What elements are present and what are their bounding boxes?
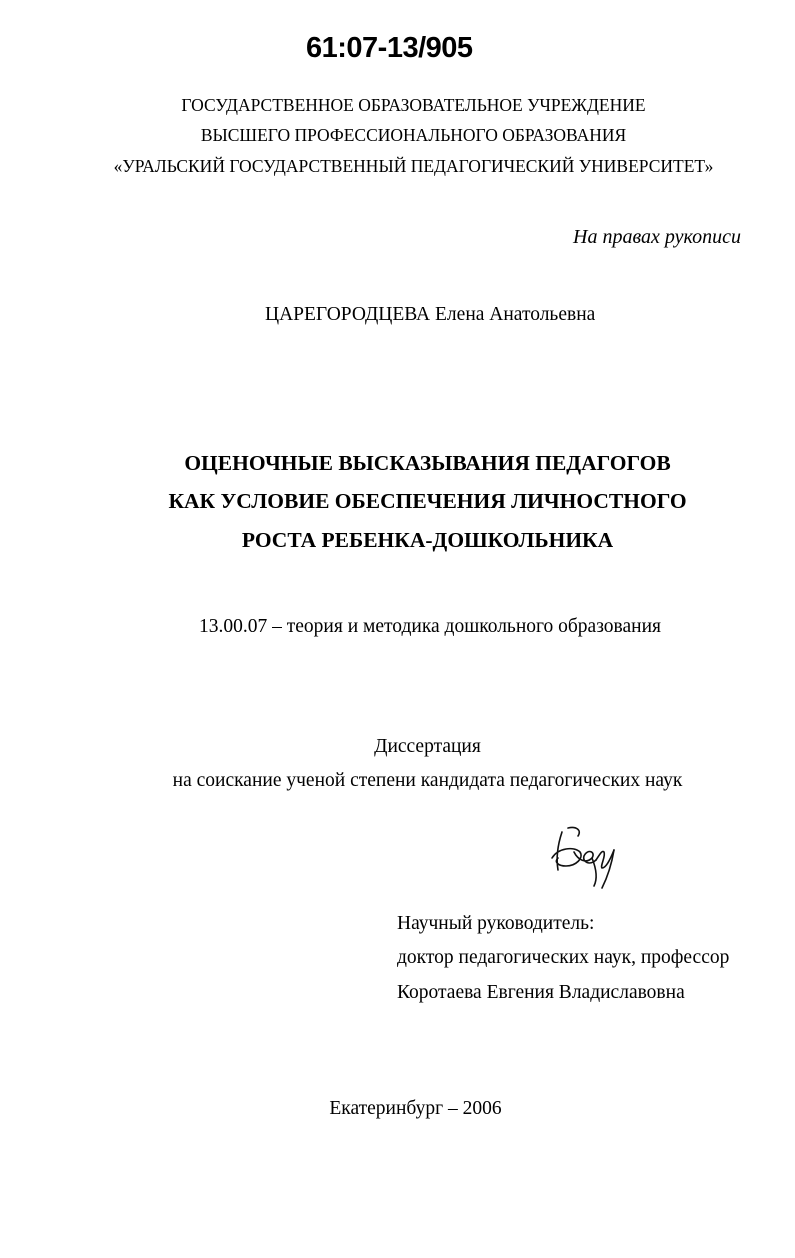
title-line-2: КАК УСЛОВИЕ ОБЕСПЕЧЕНИЯ ЛИЧНОСТНОГО <box>168 489 687 513</box>
institution-line-2: ВЫСШЕГО ПРОФЕССИОНАЛЬНОГО ОБРАЗОВАНИЯ <box>200 125 627 145</box>
title-line-3: РОСТА РЕБЕНКА-ДОШКОЛЬНИКА <box>241 528 614 552</box>
institution-line-1: ГОСУДАРСТВЕННОЕ ОБРАЗОВАТЕЛЬНОЕ УЧРЕЖДЕНИЕ <box>181 95 646 115</box>
supervisor-degree: доктор педагогических наук, профессор <box>397 947 730 968</box>
signature <box>548 822 628 894</box>
manuscript-note: На правах рукописи <box>573 226 741 248</box>
specialty-code: 13.00.07 – теория и методика дошкольного образования <box>199 616 662 637</box>
catalog-code: 61:07-13/905 <box>306 32 473 64</box>
supervisor-label: Научный руководитель: <box>397 913 595 934</box>
supervisor-name: Коротаева Евгения Владиславовна <box>397 982 685 1003</box>
dissertation-label: Диссертация <box>374 736 481 757</box>
institution-line-3: «УРАЛЬСКИЙ ГОСУДАРСТВЕННЫЙ ПЕДАГОГИЧЕСКИЙ УНИВЕРСИТЕТ» <box>113 156 714 176</box>
author-name: ЦАРЕГОРОДЦЕВА Елена Анатольевна <box>265 304 596 325</box>
city-year: Екатеринбург – 2006 <box>329 1098 502 1119</box>
dissertation-degree: на соискание ученой степени кандидата педагогических наук <box>172 770 683 791</box>
title-line-1: ОЦЕНОЧНЫЕ ВЫСКАЗЫВАНИЯ ПЕДАГОГОВ <box>184 451 671 475</box>
